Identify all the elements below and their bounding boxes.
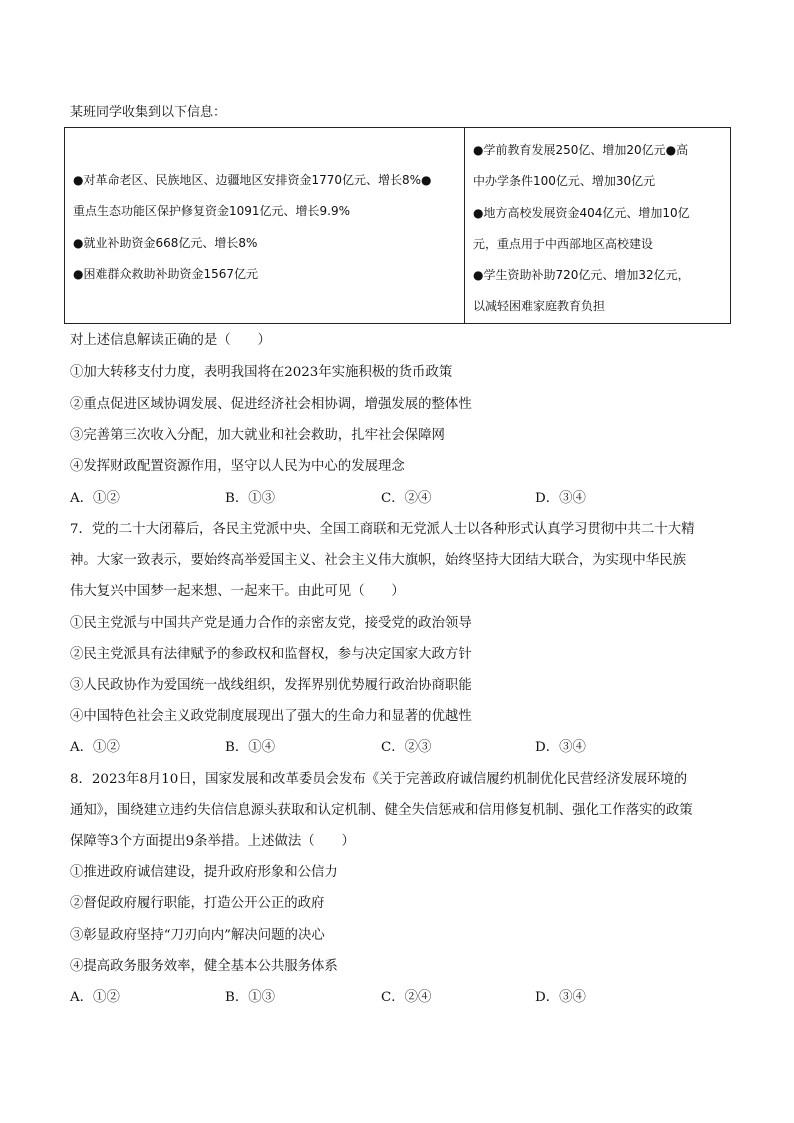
statement-item: ④提高政务服务效率，健全基本公共服务体系 [70, 959, 338, 974]
info-left-line: ●就业补助资金668亿元、增长8% [73, 236, 258, 250]
option-b[interactable]: B．①③ [225, 990, 276, 1005]
info-cell-left [65, 128, 465, 324]
info-right-line: ●地方高校发展资金404亿元、增加10亿 [473, 206, 690, 220]
option-a[interactable]: A．①② [70, 491, 120, 506]
statement-item: ③彰显政府坚持“刀刃向内”解决问题的决心 [70, 928, 325, 943]
statement-item: ①民主党派与中国共产党是通力合作的亲密友党，接受党的政治领导 [70, 616, 472, 631]
statement-item: ②民主党派具有法律赋予的参政权和监督权，参与决定国家大政方针 [70, 647, 472, 662]
info-right-line: 以减轻困难家庭教育负担 [473, 299, 606, 313]
option-d[interactable]: D．③④ [535, 491, 586, 506]
question-stem: 保障等3个方面提出9条举措。上述做法（ ） [70, 834, 355, 849]
question-stem: 7．党的二十大闭幕后，各民主党派中央、全国工商联和无党派人士以各种形式认真学习贯彻中共二十大精 [70, 522, 695, 537]
statement-item: ④中国特色社会主义政党制度展现出了强大的生命力和显著的优越性 [70, 709, 472, 724]
question-stem: 伟大复兴中国梦一起来想、一起来干。由此可见（ ） [70, 584, 405, 599]
option-b[interactable]: B．①④ [225, 740, 276, 755]
option-c[interactable]: C．②④ [381, 491, 432, 506]
statement-item: ④发挥财政配置资源作用，坚守以人民为中心的发展理念 [70, 459, 405, 474]
info-right-line: 元，重点用于中西部地区高校建设 [473, 237, 654, 251]
info-cell-right [465, 128, 731, 324]
option-c[interactable]: C．②③ [381, 740, 432, 755]
option-c[interactable]: C．②④ [381, 990, 432, 1005]
statement-item: ②重点促进区域协调发展、促进经济社会相协调，增强发展的整体性 [70, 397, 472, 412]
statement-item: ②督促政府履行职能，打造公开公正的政府 [70, 896, 325, 911]
info-left-line: ●对革命老区、民族地区、边疆地区安排资金1770亿元、增长8%● [73, 173, 432, 187]
intro-text: 某班同学收集到以下信息： [70, 105, 227, 120]
option-b[interactable]: B．①③ [225, 491, 276, 506]
question-stem: 神。大家一致表示，要始终高举爱国主义、社会主义伟大旗帜，始终坚持大团结大联合，为实现中华民族 [70, 553, 686, 568]
statement-item: ③完善第三次收入分配，加大就业和社会救助，扎牢社会保障网 [70, 428, 445, 443]
question-stem: 对上述信息解读正确的是（ ） [70, 333, 271, 348]
statement-item: ①加大转移支付力度，表明我国将在2023年实施积极的货币政策 [70, 365, 453, 380]
statement-item: ①推进政府诚信建设，提升政府形象和公信力 [70, 865, 338, 880]
info-right-line: ●学生资助补助720亿元、增加32亿元， [473, 268, 690, 282]
option-d[interactable]: D．③④ [535, 740, 586, 755]
question-stem: 通知》，围绕建立违约失信信息源头获取和认定机制、健全失信惩戒和信用修复机制、强化工作落实的政策 [70, 803, 693, 818]
option-a[interactable]: A．①② [70, 990, 120, 1005]
info-right-line: ●学前教育发展250亿、增加20亿元●高 [473, 143, 689, 157]
option-a[interactable]: A．①② [70, 740, 120, 755]
option-d[interactable]: D．③④ [535, 990, 586, 1005]
info-left-line: ●困难群众救助补助资金1567亿元 [73, 267, 259, 281]
info-right-line: 中办学条件100亿元、增加30亿元 [473, 174, 656, 188]
info-left-line: 重点生态功能区保护修复资金1091亿元、增长9.9% [73, 204, 351, 218]
statement-item: ③人民政协作为爱国统一战线组织，发挥界别优势履行政治协商职能 [70, 678, 472, 693]
info-table [64, 127, 731, 324]
question-stem: 8．2023年8月10日，国家发展和改革委员会发布《关于完善政府诚信履约机制优化民营经济发展环境的 [70, 772, 688, 787]
